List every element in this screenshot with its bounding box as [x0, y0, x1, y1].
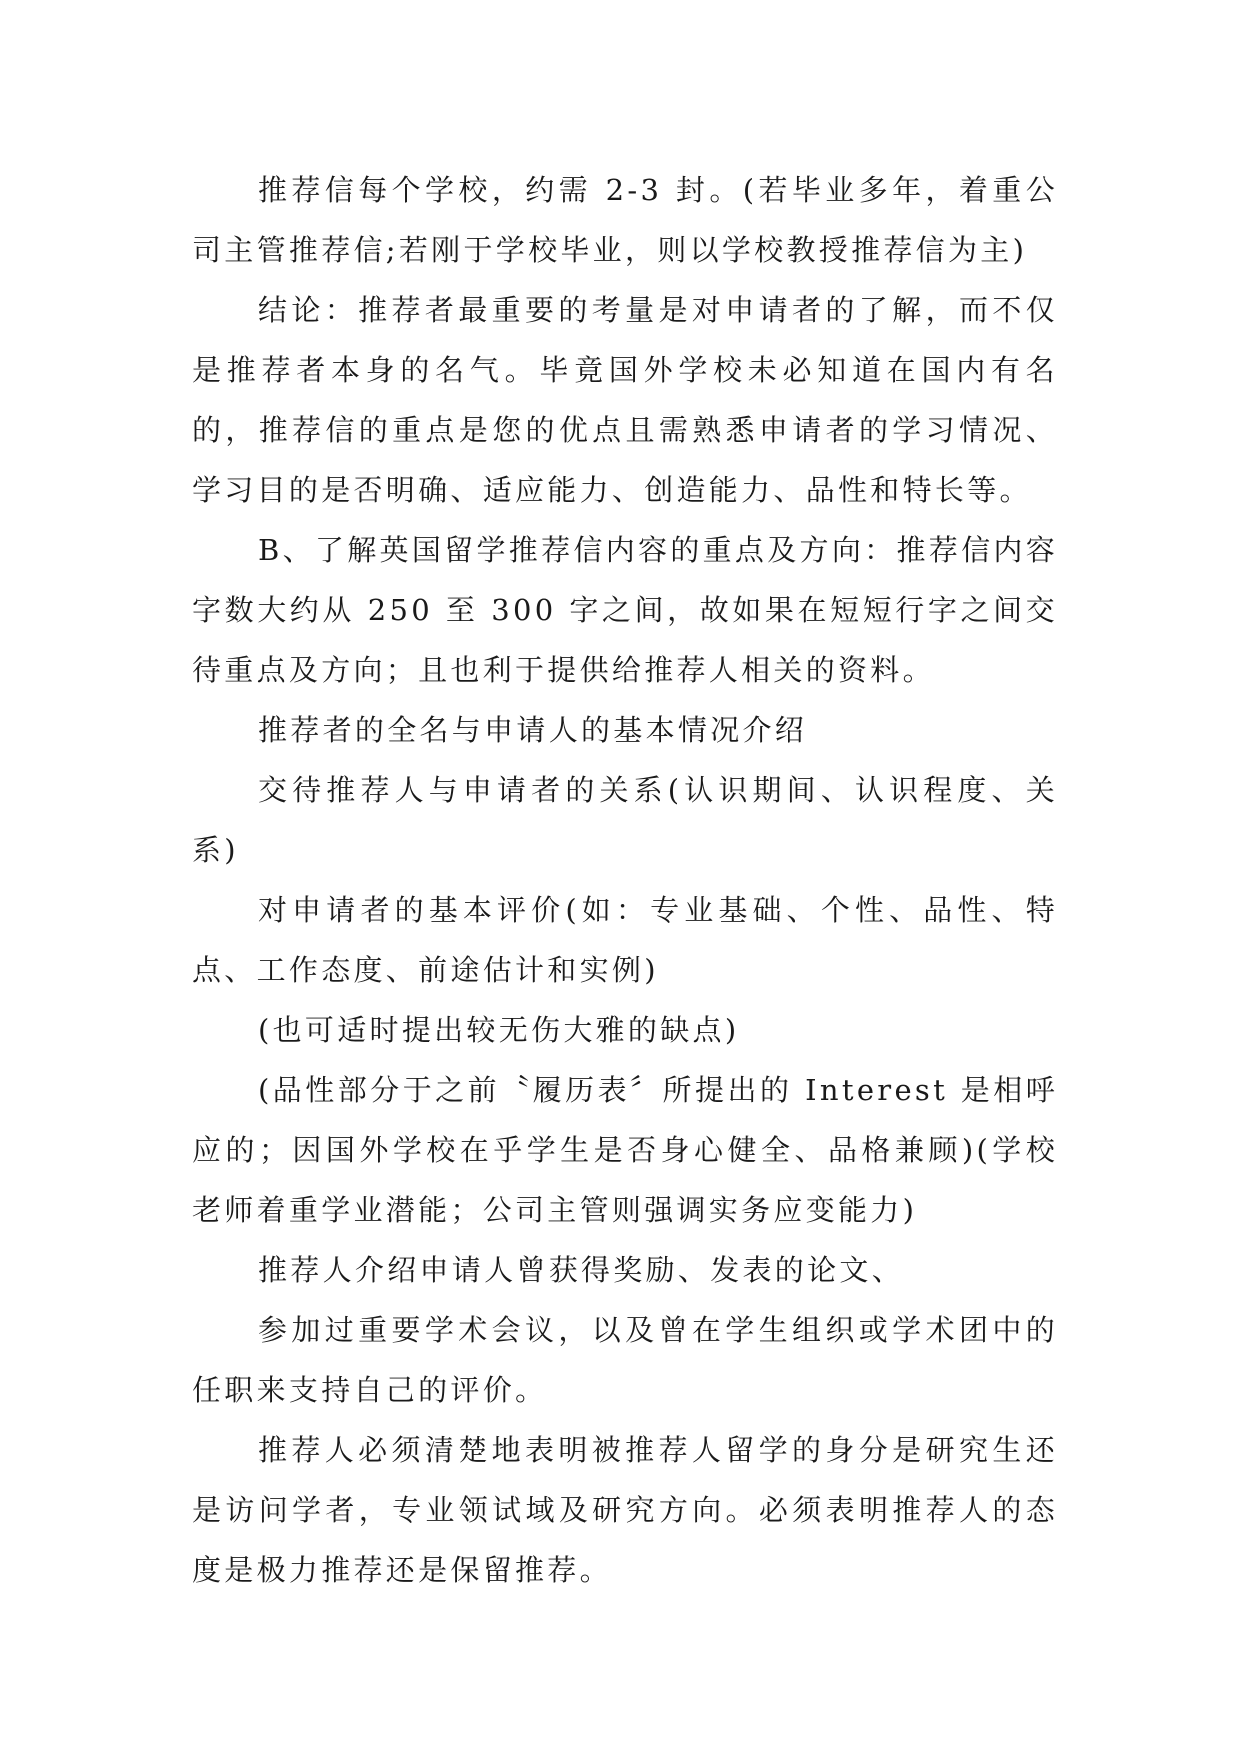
- paragraph-character-interest: (品性部分于之前〝履历表〞所提出的 Interest 是相呼应的；因国外学校在乎学生是否身心健全、品格兼顾)(学校老师着重学业潜能；公司主管则强调实务应变能力): [192, 1073, 1058, 1227]
- paragraph-identity-attitude: 推荐人必须清楚地表明被推荐人留学的身分是研究生还是访问学者，专业领试域及研究方向。必须表明推荐人的态度是极力推荐还是保留推荐。: [192, 1433, 1058, 1587]
- paragraph-basic-evaluation: 对申请者的基本评价(如：专业基础、个性、品性、特点、工作态度、前途估计和实例): [192, 893, 1058, 987]
- paragraph-conferences: 参加过重要学术会议，以及曾在学生组织或学术团中的任职来支持自己的评价。: [192, 1313, 1058, 1407]
- paragraph-relationship: 交待推荐人与申请者的关系(认识期间、认识程度、关系): [192, 773, 1058, 867]
- document-body: [192, 160, 1058, 1600]
- paragraph-conclusion: 结论：推荐者最重要的考量是对申请者的了解，而不仅是推荐者本身的名气。毕竟国外学校未必知道在国内有名的，推荐信的重点是您的优点且需熟悉申请者的学习情况、学习目的是否明确、适应能力、创造能力、品性和特长等。: [192, 293, 1058, 507]
- paragraph-awards-papers: 推荐人介绍申请人曾获得奖励、发表的论文、: [258, 1253, 905, 1287]
- paragraph-section-b: B、了解英国留学推荐信内容的重点及方向：推荐信内容字数大约从 250 至 300 字之间，故如果在短短行字之间交待重点及方向；且也利于提供给推荐人相关的资料。: [192, 533, 1058, 687]
- paragraph-full-name-intro: 推荐者的全名与申请人的基本情况介绍: [258, 713, 808, 747]
- paragraph-recommendation-count: 推荐信每个学校，约需 2-3 封。(若毕业多年，着重公司主管推荐信;若刚于学校毕业，则以学校教授推荐信为主): [192, 173, 1058, 267]
- paragraph-minor-flaws: (也可适时提出较无伤大雅的缺点): [258, 1013, 740, 1047]
